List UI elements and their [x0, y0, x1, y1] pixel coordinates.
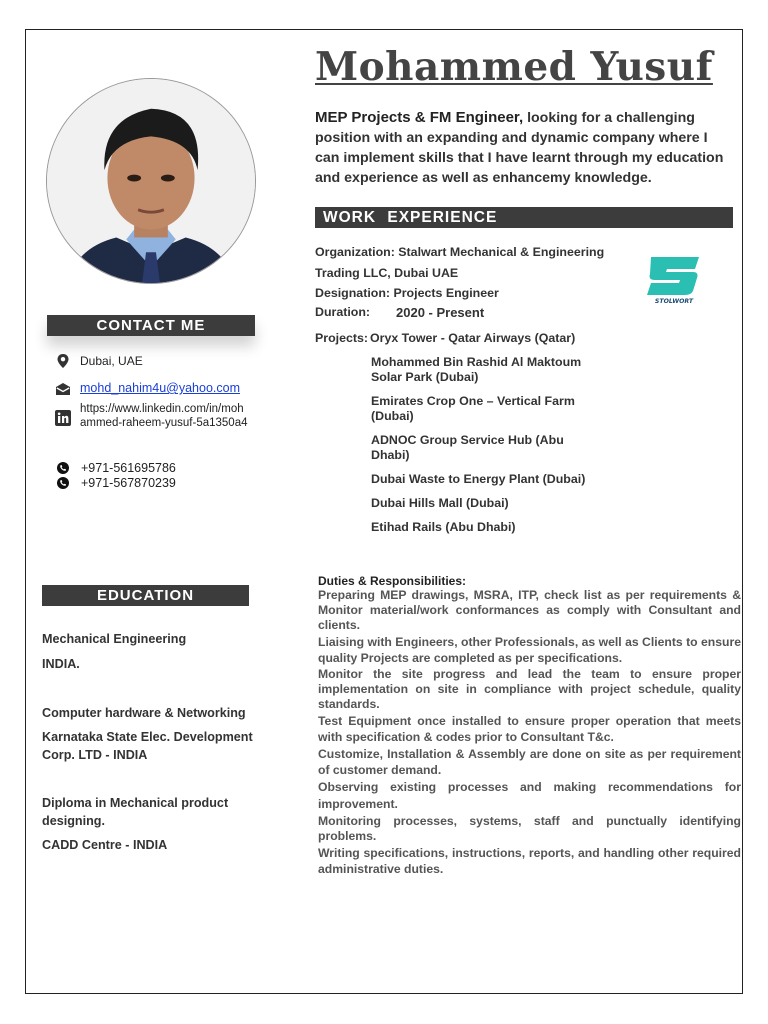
project-item: Mohammed Bin Rashid Al Maktoum Solar Park (Dubai)	[371, 355, 582, 384]
project-item: Dubai Hills Mall (Dubai)	[371, 496, 509, 510]
education-heading: EDUCATION	[42, 585, 249, 606]
education-institution: INDIA.	[42, 657, 80, 671]
phone-list	[57, 460, 176, 490]
location-text: Dubai, UAE	[80, 354, 143, 368]
email-link[interactable]: mohd_nahim4u@yahoo.com	[80, 381, 241, 395]
duty-item: Monitoring processes, systems, staff and punctually identifying problems.	[318, 814, 741, 843]
project-item: Dubai Waste to Energy Plant (Dubai)	[371, 472, 586, 486]
duration-row	[315, 305, 484, 320]
envelope-icon	[55, 381, 71, 397]
duty-item: Monitor the site progress and lead the team to ensure proper implementation on site in compliance with project schedule, quality standards.	[318, 667, 741, 711]
phone-number[interactable]: +971-561695786	[81, 460, 176, 475]
education-institution: CADD Centre - INDIA	[42, 838, 168, 852]
duty-item: Customize, Installation & Assembly are done on site as per requirement of customer demand.	[318, 747, 741, 777]
phone-row	[57, 475, 176, 490]
phone-row	[57, 460, 176, 475]
duty-item: Preparing MEP drawings, MSRA, ITP, check list as per requirements & Monitor material/work conformances as comply with Consultant and clients.	[318, 588, 741, 632]
project-list	[371, 331, 601, 544]
phone-icon	[57, 462, 69, 474]
candidate-name: Mohammed Yusuf	[315, 44, 713, 90]
duty-item: Writing specifications, instructions, reports, and handling other required administrative duties.	[318, 846, 741, 876]
projects-label: Projects:	[315, 331, 369, 345]
work-experience-heading: WORK EXPERIENCE	[315, 207, 733, 228]
company-logo	[643, 249, 705, 305]
contact-heading: CONTACT ME	[47, 315, 255, 336]
linkedin-url[interactable]: https://www.linkedin.com/in/mohammed-raheem-yusuf-5a1350a4	[80, 403, 248, 429]
phone-icon	[57, 477, 69, 489]
summary-role: MEP Projects & FM Engineer,	[315, 109, 524, 126]
duties-heading: Duties & Responsibilities:	[318, 574, 467, 588]
work-details	[315, 242, 615, 304]
education-institution: Karnataka State Elec. Development Corp. LTD - INDIA	[42, 730, 253, 762]
linkedin-row	[55, 402, 250, 430]
logo-text: STOLWORT	[654, 298, 694, 305]
duration-value: 2020 - Present	[396, 305, 485, 320]
summary-text: looking for a challenging position with an expanding and dynamic company where I can implement skills that I have learnt through my education and experience as well as enhancemy knowledge.	[315, 110, 724, 186]
duty-item: Liaising with Engineers, other Professionals, as well as Clients to ensure quality Projects are completed as per specifications.	[318, 635, 741, 665]
education-title: Mechanical Engineering	[42, 632, 187, 646]
duties-section	[318, 575, 741, 878]
profile-photo	[46, 78, 256, 284]
profile-summary	[315, 108, 733, 188]
project-item: Etihad Rails (Abu Dhabi)	[371, 520, 516, 534]
linkedin-icon	[55, 410, 71, 426]
project-item: Emirates Crop One – Vertical Farm (Dubai)	[371, 394, 575, 423]
education-title: Computer hardware & Networking	[42, 706, 246, 720]
education-title: Diploma in Mechanical product designing.	[42, 796, 229, 828]
phone-number[interactable]: +971-567870239	[81, 475, 176, 490]
location-row	[55, 353, 143, 369]
duty-item: Test Equipment once installed to ensure proper operation that meets with specification & codes prior to Consultant T&c.	[318, 714, 741, 744]
email-row	[55, 381, 240, 397]
duty-item: Observing existing processes and making recommendations for improvement.	[318, 780, 741, 811]
location-pin-icon	[55, 353, 71, 369]
project-item: ADNOC Group Service Hub (Abu Dhabi)	[371, 433, 564, 462]
duration-label: Duration:	[315, 305, 371, 319]
designation: Designation: Projects Engineer	[315, 286, 499, 300]
project-item: Oryx Tower - Qatar Airways (Qatar)	[370, 331, 576, 345]
organization: Organization: Stalwart Mechanical & Engineering Trading LLC, Dubai UAE	[315, 245, 605, 280]
